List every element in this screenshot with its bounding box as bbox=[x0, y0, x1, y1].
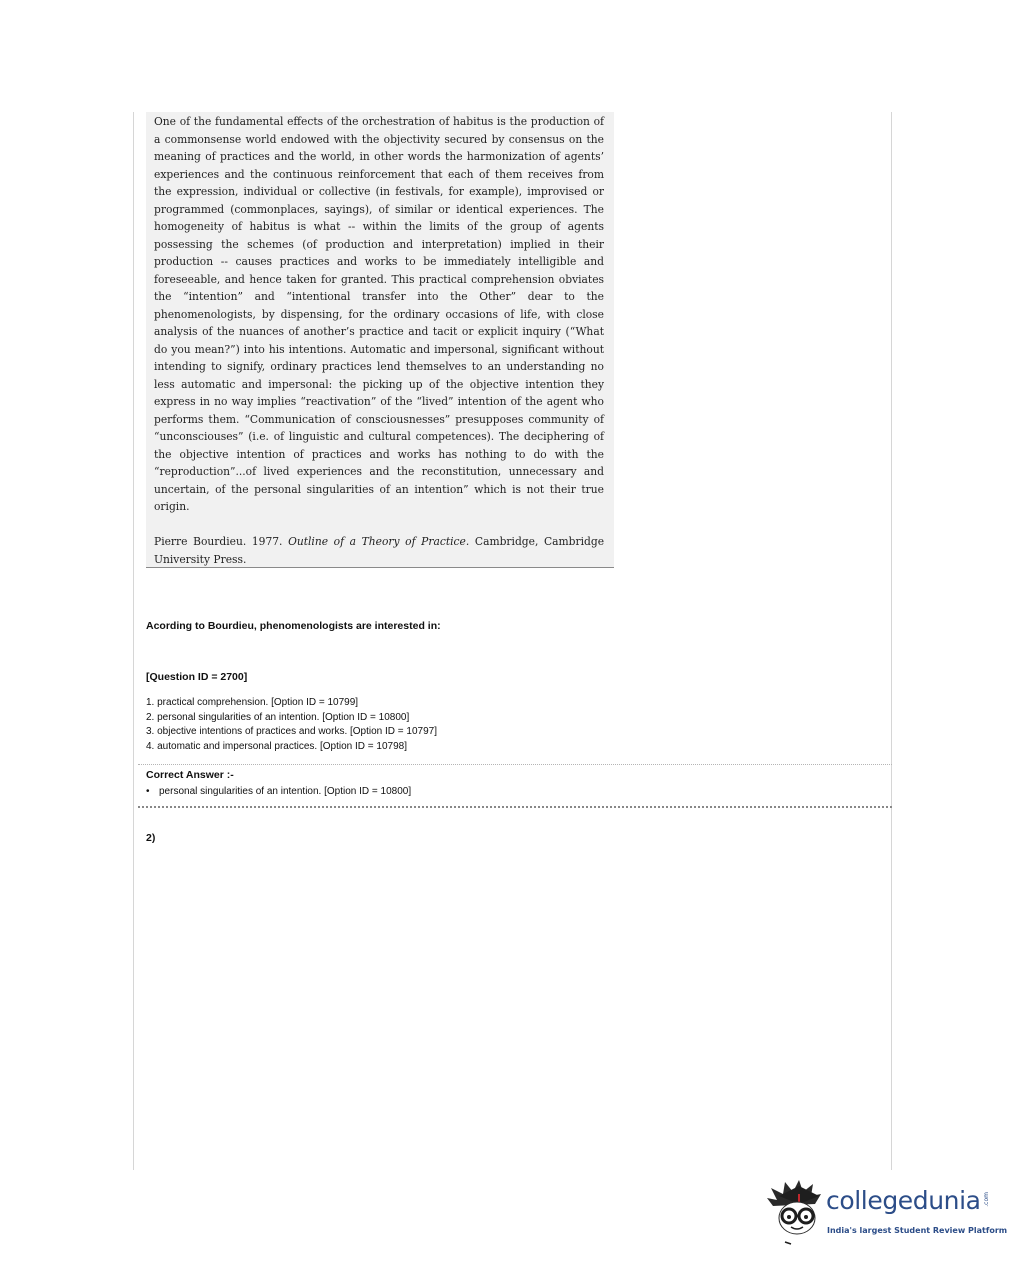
passage-text: One of the fundamental effects of the orchestration of habitus is the production of a commonsense world endowed with the objectivity secured by consensus on the meaning of practices and the world, in other words the harmonization of agents’ experiences and the continuous reinforcement that each of them receives from the expression, individual or collective (in festivals, for example), improvised or programmed (commonplaces, sayings), of similar or identical experiences. The homogeneity of habitus is what -- within the limits of the group of agents possessing the schemes (of production and interpretation) implied in their production -- causes practices and works to be immediately intelligible and foreseeable, and hence taken for granted. This practical comprehension obviates the “intention” and “intentional transfer into the Other” dear to the phenomenologists, by dispensing, for the ordinary occasions of life, with close analysis of the nuances of another’s practice and tacit or explicit inquiry (“What do you mean?”) into his intentions. Automatic and impersonal, significant without intending to signify, ordinary practices lend themselves to an understanding no less automatic and impersonal: the picking up of the objective intention they express in no way implies “reactivation” of the “lived” intention of the agent who performs them. “Communication of consciousnesses” presupposes community of “unconsciouses” (i.e. of linguistic and cultural competences). The deciphering of the objective intention of practices and works has nothing to do with the “reproduction”...of lived experiences and the reconstitution, unnecessary and uncertain, of the personal singularities of an intention” which is not their true origin. bbox=[154, 115, 604, 513]
next-question-number: 2) bbox=[146, 832, 156, 844]
correct-answer-item bbox=[146, 786, 411, 797]
answer-divider-bottom bbox=[138, 806, 892, 808]
logo-tagline: India's largest Student Review Platform bbox=[827, 1226, 1008, 1235]
question-text: Acording to Bourdieu, phenomenologists are interested in: bbox=[146, 620, 441, 632]
passage-citation bbox=[154, 533, 604, 568]
citation-author-year: Pierre Bourdieu. 1977. bbox=[154, 535, 283, 548]
option-item: 2. personal singularities of an intention. [Option ID = 10800] bbox=[146, 711, 410, 723]
answer-divider-top bbox=[138, 764, 892, 765]
logo-suffix: .com bbox=[983, 1192, 990, 1207]
option-item: 3. objective intentions of practices and works. [Option ID = 10797] bbox=[146, 726, 437, 738]
mascot-icon bbox=[765, 1176, 825, 1246]
collegedunia-logo bbox=[765, 1176, 1008, 1248]
page-frame-left-border bbox=[133, 112, 134, 1170]
page-frame-right-border bbox=[891, 112, 892, 1170]
correct-answer-heading: Correct Answer :- bbox=[146, 769, 234, 781]
correct-answer-text: personal singularities of an intention. [Option ID = 10800] bbox=[159, 786, 412, 797]
question-id: [Question ID = 2700] bbox=[146, 671, 248, 683]
logo-name: collegedunia bbox=[826, 1186, 981, 1215]
option-item: 1. practical comprehension. [Option ID = 10799] bbox=[146, 697, 359, 708]
citation-title: Outline of a Theory of Practice. bbox=[288, 535, 470, 548]
citation-publisher: Cambridge, Cambridge University Press. bbox=[154, 535, 605, 566]
bullet-icon: • bbox=[146, 786, 150, 797]
option-list bbox=[146, 696, 437, 754]
option-item: 4. automatic and impersonal practices. [Option ID = 10798] bbox=[146, 740, 407, 752]
